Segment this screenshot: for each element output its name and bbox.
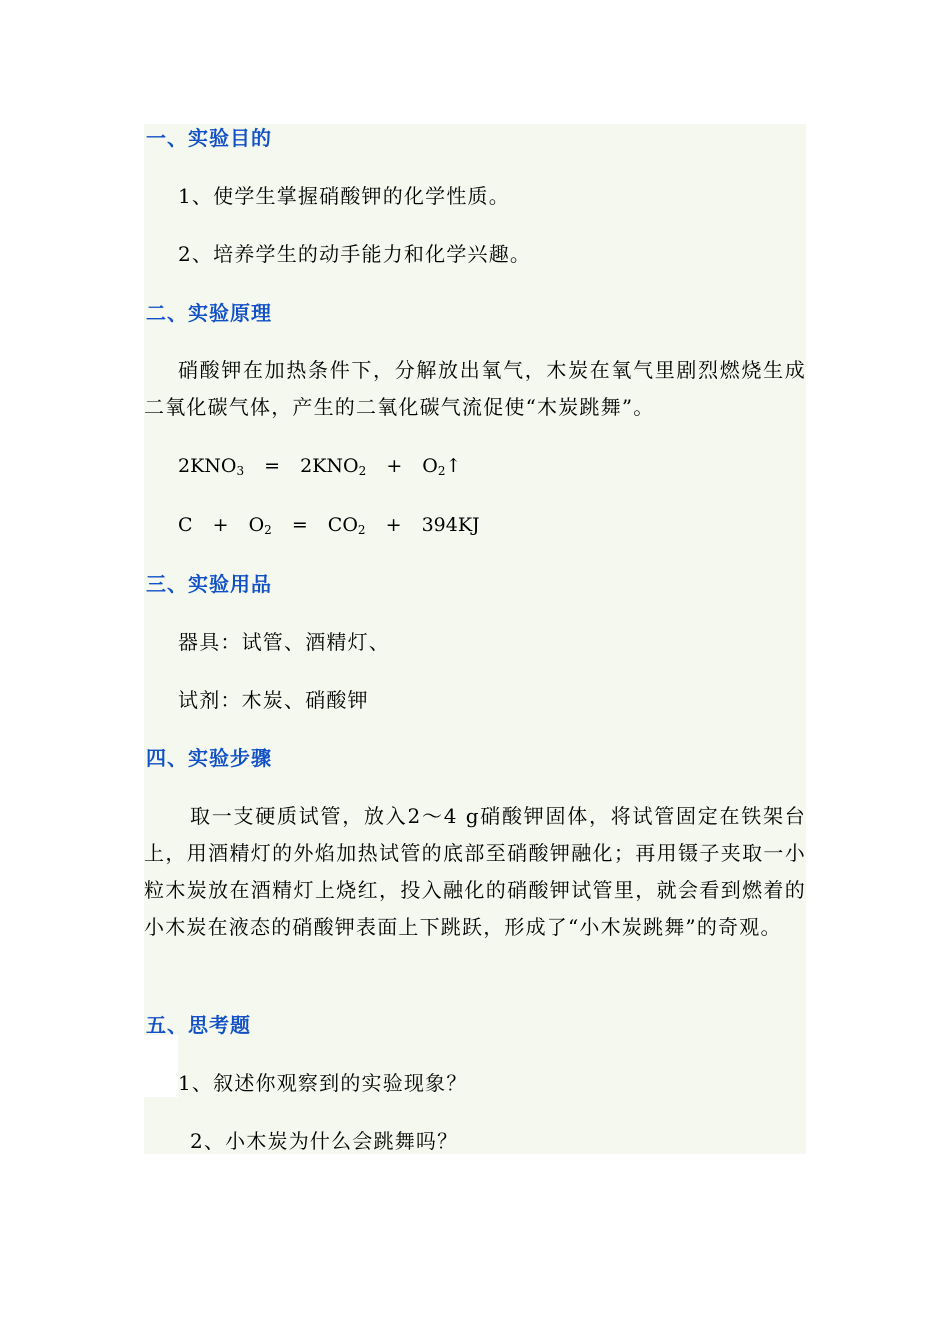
- materials-equipment: 器具：试管、酒精灯、: [178, 630, 390, 654]
- eq1-equals: =: [264, 455, 281, 477]
- procedure-paragraph: 取一支硬质试管，放入2～4 g硝酸钾固体，将试管固定在铁架台上，用酒精灯的外焰加热试管的底部至硝酸钾融化；再用镊子夹取一小粒木炭放在酒精灯上烧红，投入融化的硝酸钾试管里，就会看到燃着的小木炭在液态的硝酸钾表面上下跳跃，形成了“小木炭跳舞”的奇观。: [144, 804, 806, 939]
- eq1-reactant: $2KNO_3$: [178, 455, 245, 478]
- gas-arrow-icon: ↑: [445, 455, 462, 477]
- equation-decomposition: [178, 452, 461, 480]
- principle-paragraph: 硝酸钾在加热条件下，分解放出氧气，木炭在氧气里剧烈燃烧生成二氧化碳气体，产生的二氧化碳气流促使“木炭跳舞”。: [144, 358, 806, 419]
- eq2-plus-2: +: [385, 514, 402, 536]
- eq2-reactant-1: C: [178, 514, 193, 536]
- heading-objective: 一、实验目的: [146, 126, 272, 150]
- eq1-product-1: $2KNO_2$: [300, 455, 367, 478]
- question-2: 2、小木炭为什么会跳舞吗？: [190, 1129, 459, 1153]
- eq1-plus: +: [386, 455, 403, 477]
- document-body: [144, 124, 806, 1154]
- question-1: 1、叙述你观察到的实验现象？: [178, 1071, 468, 1095]
- eq2-product-1: $CO_2$: [327, 514, 366, 537]
- heading-materials: 三、实验用品: [146, 572, 272, 596]
- panel-notch: [144, 1035, 178, 1097]
- eq2-plus-1: +: [212, 514, 229, 536]
- eq2-equals: =: [291, 514, 308, 536]
- eq2-reactant-2: $O_2$: [248, 514, 272, 537]
- eq1-product-2: $O_2↑$: [422, 452, 461, 480]
- objective-item-2: 2、培养学生的动手能力和化学兴趣。: [178, 242, 532, 266]
- equation-combustion: [178, 511, 480, 539]
- materials-reagents: 试剂：木炭、硝酸钾: [178, 688, 369, 712]
- objective-item-1: 1、使学生掌握硝酸钾的化学性质。: [178, 184, 510, 208]
- heading-procedure: 四、实验步骤: [146, 746, 272, 770]
- heading-principle: 二、实验原理: [146, 301, 272, 325]
- heading-questions: 五、思考题: [146, 1013, 251, 1037]
- eq2-product-2: 394KJ: [421, 514, 480, 536]
